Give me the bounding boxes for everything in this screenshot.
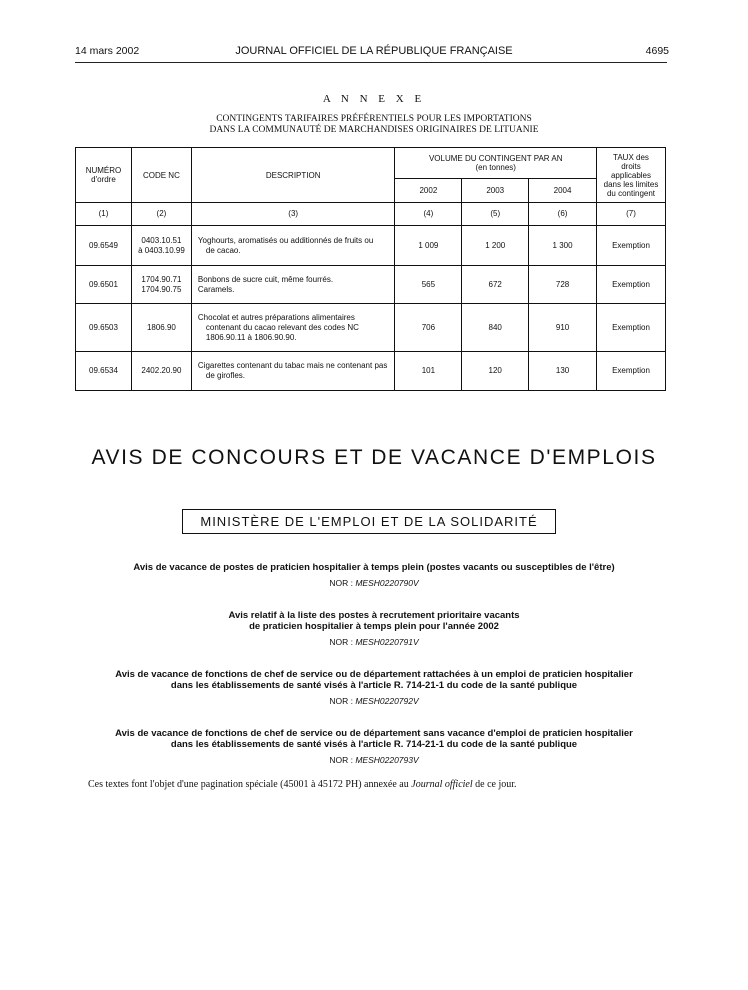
header-volume-unit: (en tonnes) [475, 163, 516, 172]
quota-table [75, 147, 666, 391]
row-numero: 09.6549 [76, 226, 132, 266]
row-numero: 09.6501 [76, 266, 132, 304]
row-taux: Exemption [596, 226, 665, 266]
nor-reference [0, 637, 748, 647]
row-volume-2002: 101 [395, 352, 462, 391]
avis-title-line: dans les établissements de santé visés à l'article R. 714-21-1 du code de la santé publique [170, 680, 578, 691]
header-year-2003: 2003 [462, 179, 529, 203]
row-description-line: Caramels. [197, 284, 235, 294]
nor-reference [0, 755, 748, 765]
table-row [76, 304, 666, 352]
table-row [76, 352, 666, 391]
row-code-line: 1806.90 [146, 322, 176, 332]
header-date: 14 mars 2002 [75, 45, 140, 57]
row-volume-2004: 1 300 [529, 226, 597, 266]
page-number: 4695 [645, 45, 669, 57]
row-code-line: 1704.90.71 [141, 274, 182, 284]
row-code [131, 266, 191, 304]
header-numero: NUMÉRO d'ordre [76, 148, 132, 203]
col-number: (3) [191, 203, 395, 226]
avis-block [0, 562, 748, 588]
avis-block [0, 669, 748, 706]
row-description-line: Cigarettes contenant du tabac mais ne contenant pas [197, 361, 388, 370]
row-description-line: de girofles. [205, 371, 246, 380]
row-code [131, 352, 191, 391]
ministry-box: MINISTÈRE DE L'EMPLOI ET DE LA SOLIDARITÉ [182, 509, 556, 534]
row-code-line: 2402.20.90 [141, 366, 182, 375]
nor-label: NOR : [329, 755, 353, 765]
row-code-line: à 0403.10.99 [138, 245, 185, 255]
avis-title-line: Avis relatif à la liste des postes à recrutement prioritaire vacants [228, 610, 520, 621]
row-description [191, 266, 395, 304]
annexe-subtitle-line1: CONTINGENTS TARIFAIRES PRÉFÉRENTIELS POUR LES IMPORTATIONS [216, 114, 532, 124]
avis-block [0, 610, 748, 647]
row-description [191, 304, 395, 352]
annexe-title: A N N E X E [322, 93, 426, 105]
row-description-line: 1806.90.11 à 1806.90.90. [205, 332, 297, 342]
row-taux: Exemption [596, 304, 665, 352]
row-code-line: 0403.10.51 [141, 235, 182, 245]
row-volume-2003: 120 [462, 352, 529, 391]
nor-code: MESH0220790V [355, 578, 419, 588]
header-description: DESCRIPTION [191, 148, 395, 203]
footer-text-end: de ce jour. [475, 779, 517, 790]
row-description-line: Bonbons de sucre cuit, même fourrés. [197, 274, 334, 284]
row-description-line: Yoghourts, aromatisés ou additionnés de fruits ou [197, 235, 374, 245]
row-description [191, 352, 395, 391]
nor-code: MESH0220792V [355, 696, 419, 706]
row-volume-2003: 840 [462, 304, 529, 352]
table-row [76, 266, 666, 304]
row-numero: 09.6534 [76, 352, 132, 391]
table-row [76, 226, 666, 266]
row-taux: Exemption [596, 352, 665, 391]
row-volume-2002: 706 [395, 304, 462, 352]
avis-title-line: de praticien hospitalier à temps plein pour l'année 2002 [249, 621, 499, 632]
nor-reference [0, 578, 748, 588]
col-number: (4) [395, 203, 462, 226]
avis-block [0, 728, 748, 765]
row-volume-2002: 1 009 [395, 226, 462, 266]
journal-title: JOURNAL OFFICIEL DE LA RÉPUBLIQUE FRANÇAISE [235, 45, 513, 57]
col-number: (5) [462, 203, 529, 226]
row-code [131, 304, 191, 352]
row-volume-2003: 672 [462, 266, 529, 304]
header-code: CODE NC [131, 148, 191, 203]
section-title: AVIS DE CONCOURS ET DE VACANCE D'EMPLOIS [91, 446, 657, 469]
journal-link: Journal officiel [411, 779, 473, 790]
row-description-line: Chocolat et autres préparations alimentaires [197, 312, 355, 322]
header-rule [75, 62, 667, 63]
row-description-line: contenant du cacao relevant des codes NC [205, 322, 359, 332]
footer-note [88, 779, 517, 790]
avis-title-line: Avis de vacance de postes de praticien hospitalier à temps plein (postes vacants ou susceptibles de l'être) [133, 562, 615, 573]
row-volume-2004: 728 [529, 266, 597, 304]
nor-code: MESH0220793V [355, 755, 419, 765]
col-number: (1) [76, 203, 132, 226]
nor-label: NOR : [329, 637, 353, 647]
row-volume-2004: 910 [529, 304, 597, 352]
nor-label: NOR : [329, 696, 353, 706]
header-volume [395, 148, 597, 179]
row-volume-2004: 130 [529, 352, 597, 391]
row-volume-2002: 565 [395, 266, 462, 304]
row-code-line: 1704.90.75 [141, 284, 182, 294]
nor-reference [0, 696, 748, 706]
header-year-2002: 2002 [395, 179, 462, 203]
row-taux: Exemption [596, 266, 665, 304]
avis-title-line: Avis de vacance de fonctions de chef de service ou de département rattachées à un emploi de praticien hospitalier [115, 669, 633, 680]
annexe-subtitle [0, 114, 748, 136]
nor-label: NOR : [329, 578, 353, 588]
col-number: (2) [131, 203, 191, 226]
avis-title-line: dans les établissements de santé visés à l'article R. 714-21-1 du code de la santé publique [170, 739, 578, 750]
footer-text: Ces textes font l'objet d'une pagination spéciale (45001 à 45172 PH) annexée au [88, 779, 409, 790]
col-number: (7) [596, 203, 665, 226]
row-description [191, 226, 395, 266]
table-header-row [76, 148, 666, 179]
annexe-subtitle-line2: DANS LA COMMUNAUTÉ DE MARCHANDISES ORIGINAIRES DE LITUANIE [209, 125, 539, 135]
col-number: (6) [529, 203, 597, 226]
row-description-line: de cacao. [205, 245, 241, 255]
header-taux: TAUX des droits applicables dans les limites du contingent [596, 148, 665, 203]
row-volume-2003: 1 200 [462, 226, 529, 266]
column-number-row [76, 203, 666, 226]
row-code [131, 226, 191, 266]
row-numero: 09.6503 [76, 304, 132, 352]
header-year-2004: 2004 [529, 179, 597, 203]
avis-title-line: Avis de vacance de fonctions de chef de service ou de département sans vacance d'emploi de praticien hospitalier [115, 728, 633, 739]
nor-code: MESH0220791V [355, 637, 419, 647]
header-volume-label: VOLUME DU CONTINGENT PAR AN [428, 154, 563, 163]
